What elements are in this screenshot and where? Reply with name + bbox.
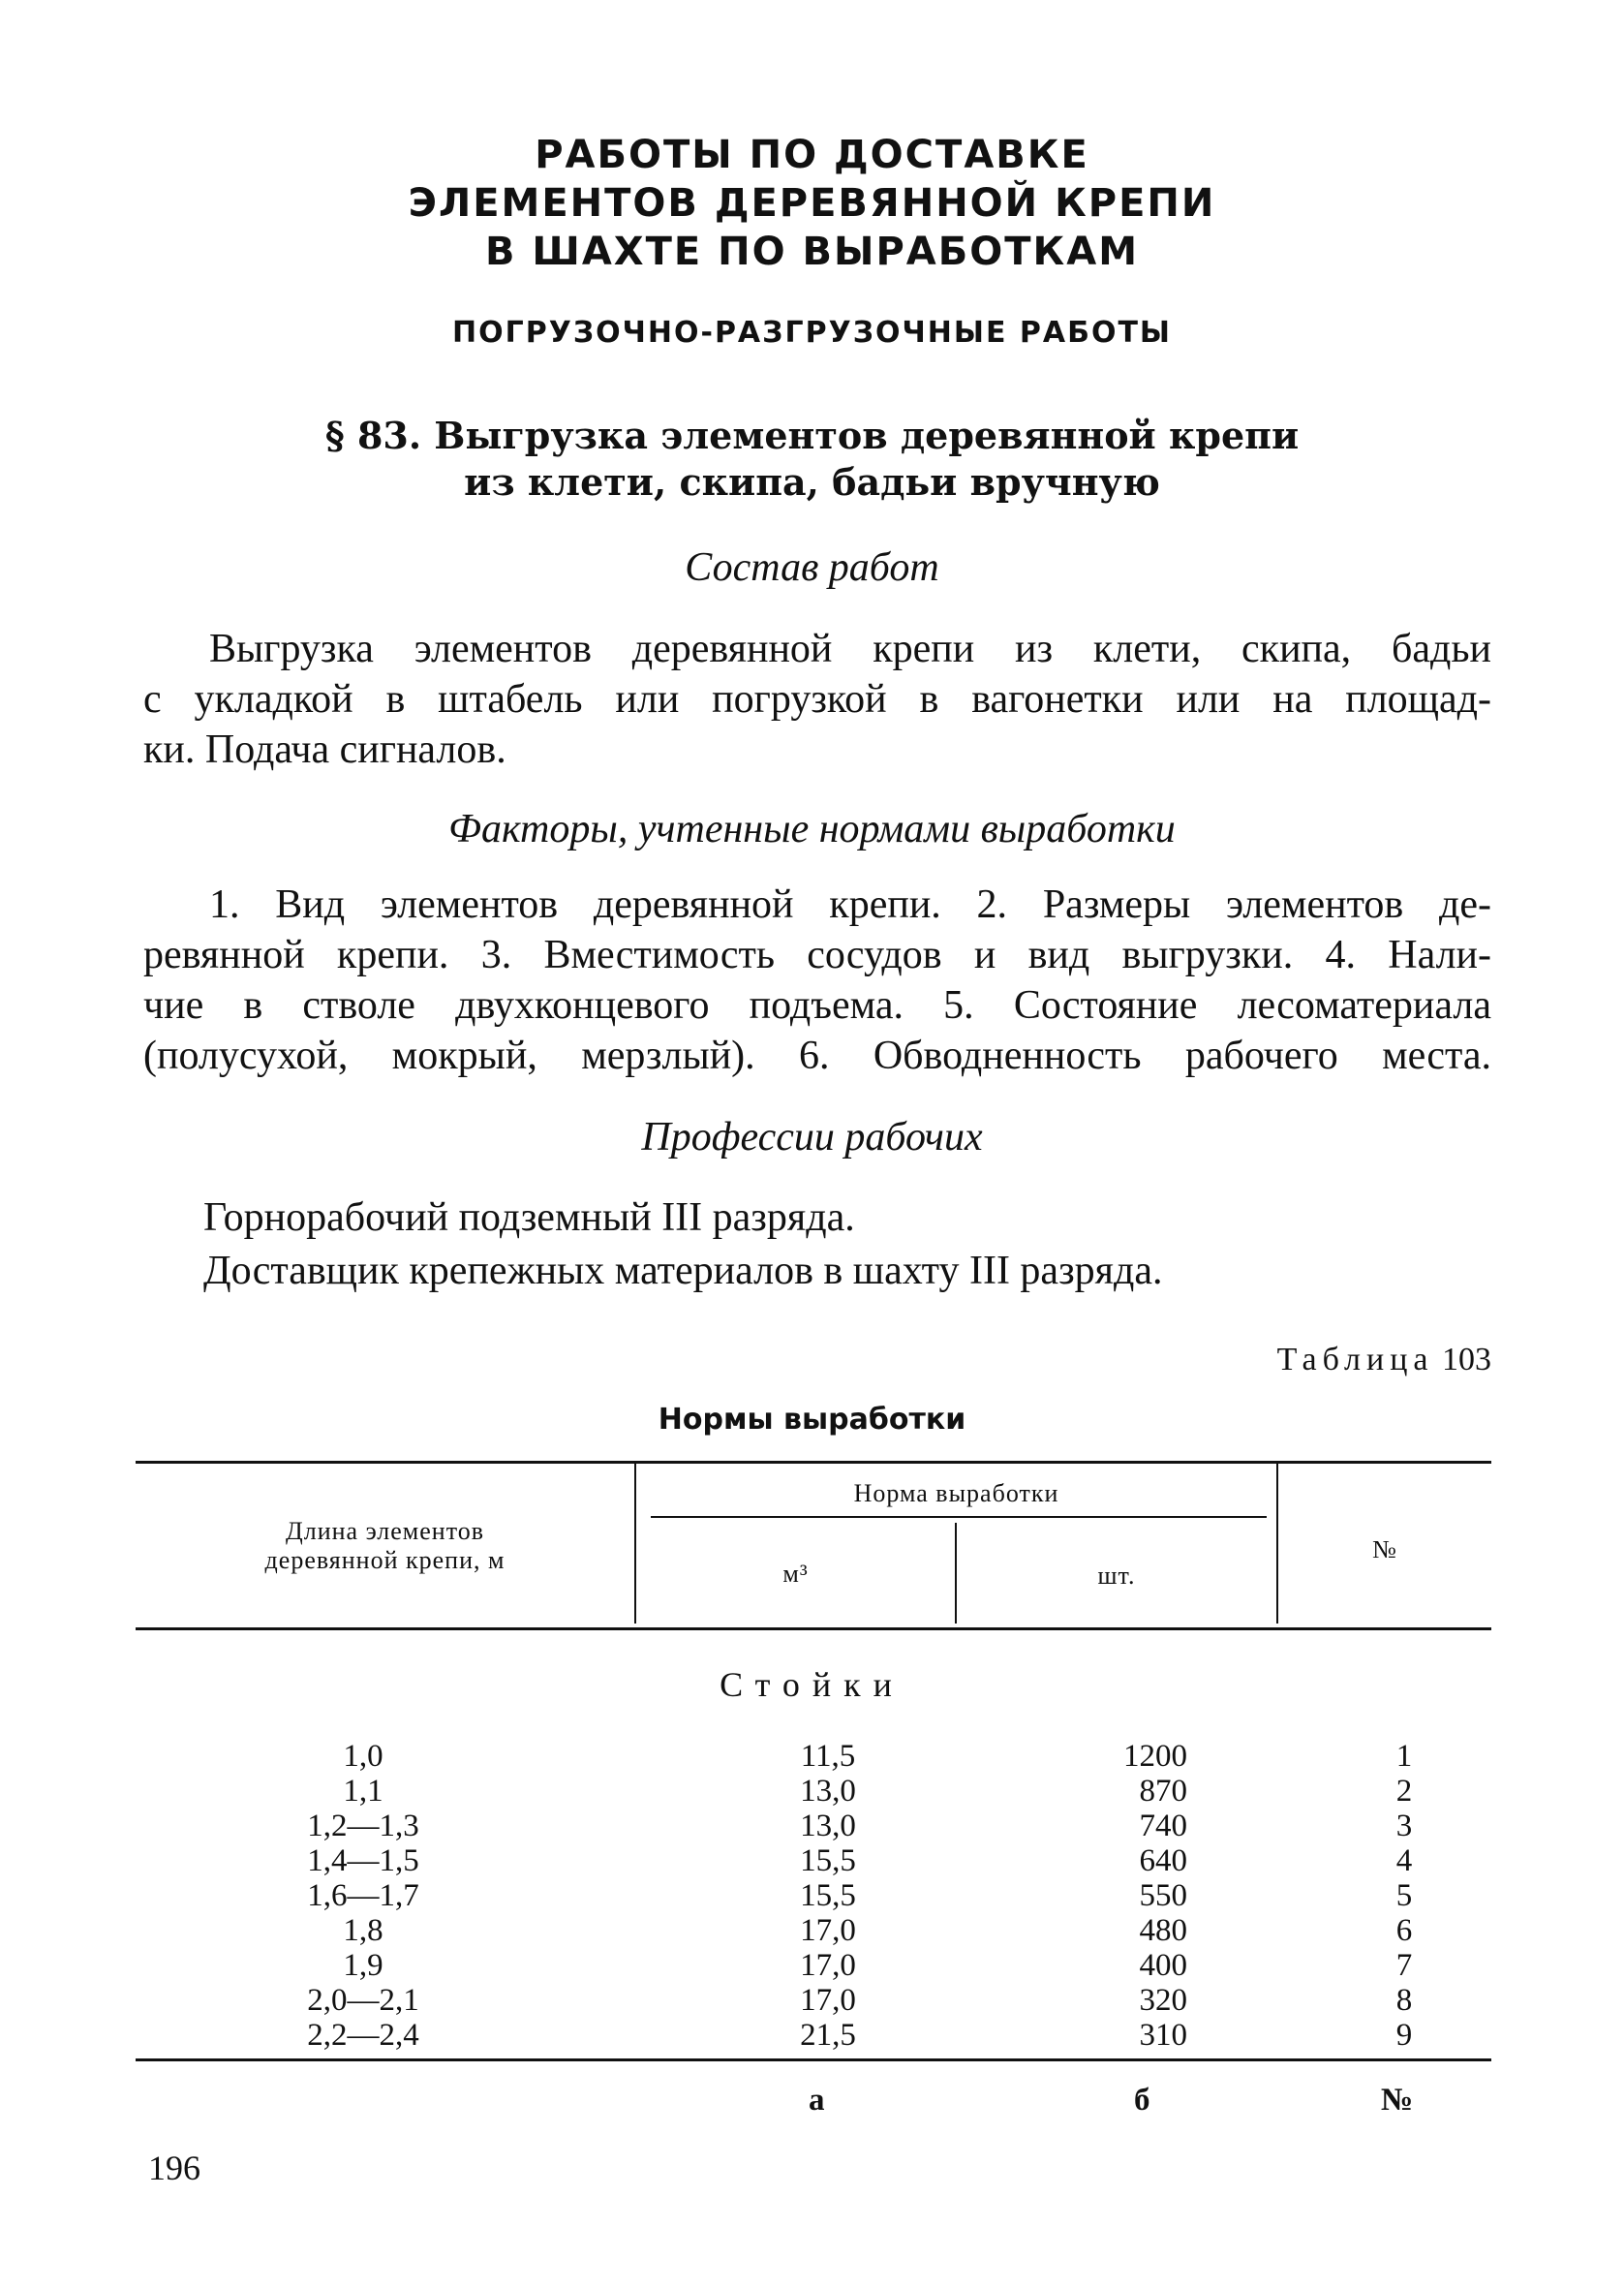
- cell-m3: 15,5: [800, 1843, 856, 1878]
- section-title: [0, 413, 1624, 506]
- cell-length: 1,8: [343, 1913, 383, 1948]
- header-length: [136, 1517, 634, 1575]
- cell-length: 2,2—2,4: [307, 2018, 419, 2053]
- cell-pcs: 310: [1139, 2018, 1187, 2053]
- cell-no: 9: [1395, 2018, 1413, 2053]
- cell-pcs: 1200: [1123, 1739, 1187, 1774]
- professions-heading: Профессии рабочих: [641, 1115, 983, 1160]
- cell-m3: 17,0: [800, 1913, 856, 1948]
- composition-line-3: ки. Подача сигналов.: [143, 727, 506, 772]
- header-m3: м³: [782, 1560, 809, 1588]
- cell-m3: 17,0: [800, 1948, 856, 1983]
- factors-heading: Факторы, учтенные нормами выработки: [448, 807, 1176, 851]
- section-title-line-1: § 83. Выгрузка элементов деревянной крепи: [324, 414, 1300, 457]
- cell-no: 5: [1395, 1878, 1413, 1913]
- cell-m3: 17,0: [800, 1983, 856, 2018]
- cell-no: 1: [1395, 1739, 1413, 1774]
- chapter-title: [0, 131, 1624, 276]
- chapter-title-line-3: В ШАХТЕ ПО ВЫРАБОТКАМ: [484, 230, 1139, 274]
- cell-length: 1,4—1,5: [307, 1843, 419, 1878]
- table-title: Нормы выработки: [658, 1403, 966, 1437]
- composition-paragraph: [143, 624, 1491, 775]
- factors-line-4: (полусухой, мокрый, мерзлый). 6. Обводненность рабочего места.: [143, 1034, 1491, 1078]
- table-label-number: 103: [1442, 1342, 1491, 1377]
- column-no: [1375, 1739, 1433, 2053]
- column-pcs: [1090, 1739, 1187, 2053]
- cell-length: 1,6—1,7: [307, 1878, 419, 1913]
- composition-line-2: с укладкой в штабель или погрузкой в вагонетки или на площад-: [143, 677, 1491, 722]
- factors-paragraph: [143, 880, 1491, 1081]
- cell-pcs: 480: [1139, 1913, 1187, 1948]
- cell-length: 2,0—2,1: [307, 1983, 419, 2018]
- table-header-bottom-rule: [136, 1627, 1491, 1630]
- table-norm-rule: [651, 1516, 1267, 1518]
- chapter-title-line-2: ЭЛЕМЕНТОВ ДЕРЕВЯННОЙ КРЕПИ: [408, 181, 1216, 226]
- cell-no: 2: [1395, 1774, 1413, 1809]
- cell-length: 1,9: [343, 1948, 383, 1983]
- cell-pcs: 400: [1139, 1948, 1187, 1983]
- table-label: [1277, 1342, 1491, 1378]
- cell-pcs: 320: [1139, 1983, 1187, 2018]
- professions-list: [203, 1191, 1163, 1298]
- cell-m3: 15,5: [800, 1878, 856, 1913]
- profession-item-2: Доставщик крепежных материалов в шахту III разряда.: [203, 1249, 1163, 1293]
- section-title-line-2: из клети, скипа, бадьи вручную: [464, 460, 1160, 504]
- cell-pcs: 550: [1139, 1878, 1187, 1913]
- cell-pcs: 870: [1139, 1774, 1187, 1809]
- column-length: [291, 1739, 436, 2053]
- header-no: №: [1372, 1535, 1397, 1563]
- header-pcs: шт.: [1097, 1562, 1136, 1590]
- cell-no: 4: [1395, 1843, 1413, 1878]
- cell-no: 3: [1395, 1809, 1413, 1843]
- cell-pcs: 740: [1139, 1809, 1187, 1843]
- footer-col-a: а: [809, 2083, 825, 2118]
- cell-length: 1,2—1,3: [307, 1809, 419, 1843]
- column-m3: [775, 1739, 881, 2053]
- table-bottom-rule: [136, 2058, 1491, 2061]
- factors-line-3: чие в стволе двухконцевого подъема. 5. Состояние лесоматериала: [143, 983, 1491, 1028]
- table-label-word: Таблица: [1276, 1342, 1434, 1377]
- header-length-line-2: деревянной крепи, м: [264, 1546, 506, 1574]
- table-top-rule: [136, 1461, 1491, 1464]
- cell-length: 1,0: [343, 1739, 383, 1774]
- cell-m3: 11,5: [800, 1739, 856, 1774]
- header-norm: Норма выработки: [853, 1479, 1059, 1507]
- factors-line-2: ревянной крепи. 3. Вместимость сосудов и вид выгрузки. 4. Нали-: [143, 933, 1491, 977]
- group-heading: Стойки: [720, 1665, 904, 1704]
- cell-no: 8: [1395, 1983, 1413, 2018]
- header-length-line-1: Длина элементов: [286, 1517, 484, 1545]
- cell-pcs: 640: [1139, 1843, 1187, 1878]
- cell-m3: 21,5: [800, 2018, 856, 2053]
- profession-item-1: Горнорабочий подземный III разряда.: [203, 1195, 855, 1240]
- cell-no: 6: [1395, 1913, 1413, 1948]
- cell-m3: 13,0: [800, 1809, 856, 1843]
- composition-heading: Состав работ: [685, 545, 939, 590]
- chapter-title-line-1: РАБОТЫ ПО ДОСТАВКЕ: [535, 133, 1089, 177]
- composition-line-1: Выгрузка элементов деревянной крепи из клети, скипа, бадьи: [209, 627, 1491, 671]
- footer-col-no: №: [1381, 2083, 1414, 2118]
- cell-no: 7: [1395, 1948, 1413, 1983]
- cell-length: 1,1: [343, 1774, 383, 1809]
- factors-line-1: 1. Вид элементов деревянной крепи. 2. Размеры элементов де-: [209, 882, 1491, 927]
- cell-m3: 13,0: [800, 1774, 856, 1809]
- page-number: 196: [148, 2149, 200, 2187]
- footer-col-b: б: [1134, 2083, 1150, 2118]
- subtitle: ПОГРУЗОЧНО-РАЗГРУЗОЧНЫЕ РАБОТЫ: [451, 316, 1173, 350]
